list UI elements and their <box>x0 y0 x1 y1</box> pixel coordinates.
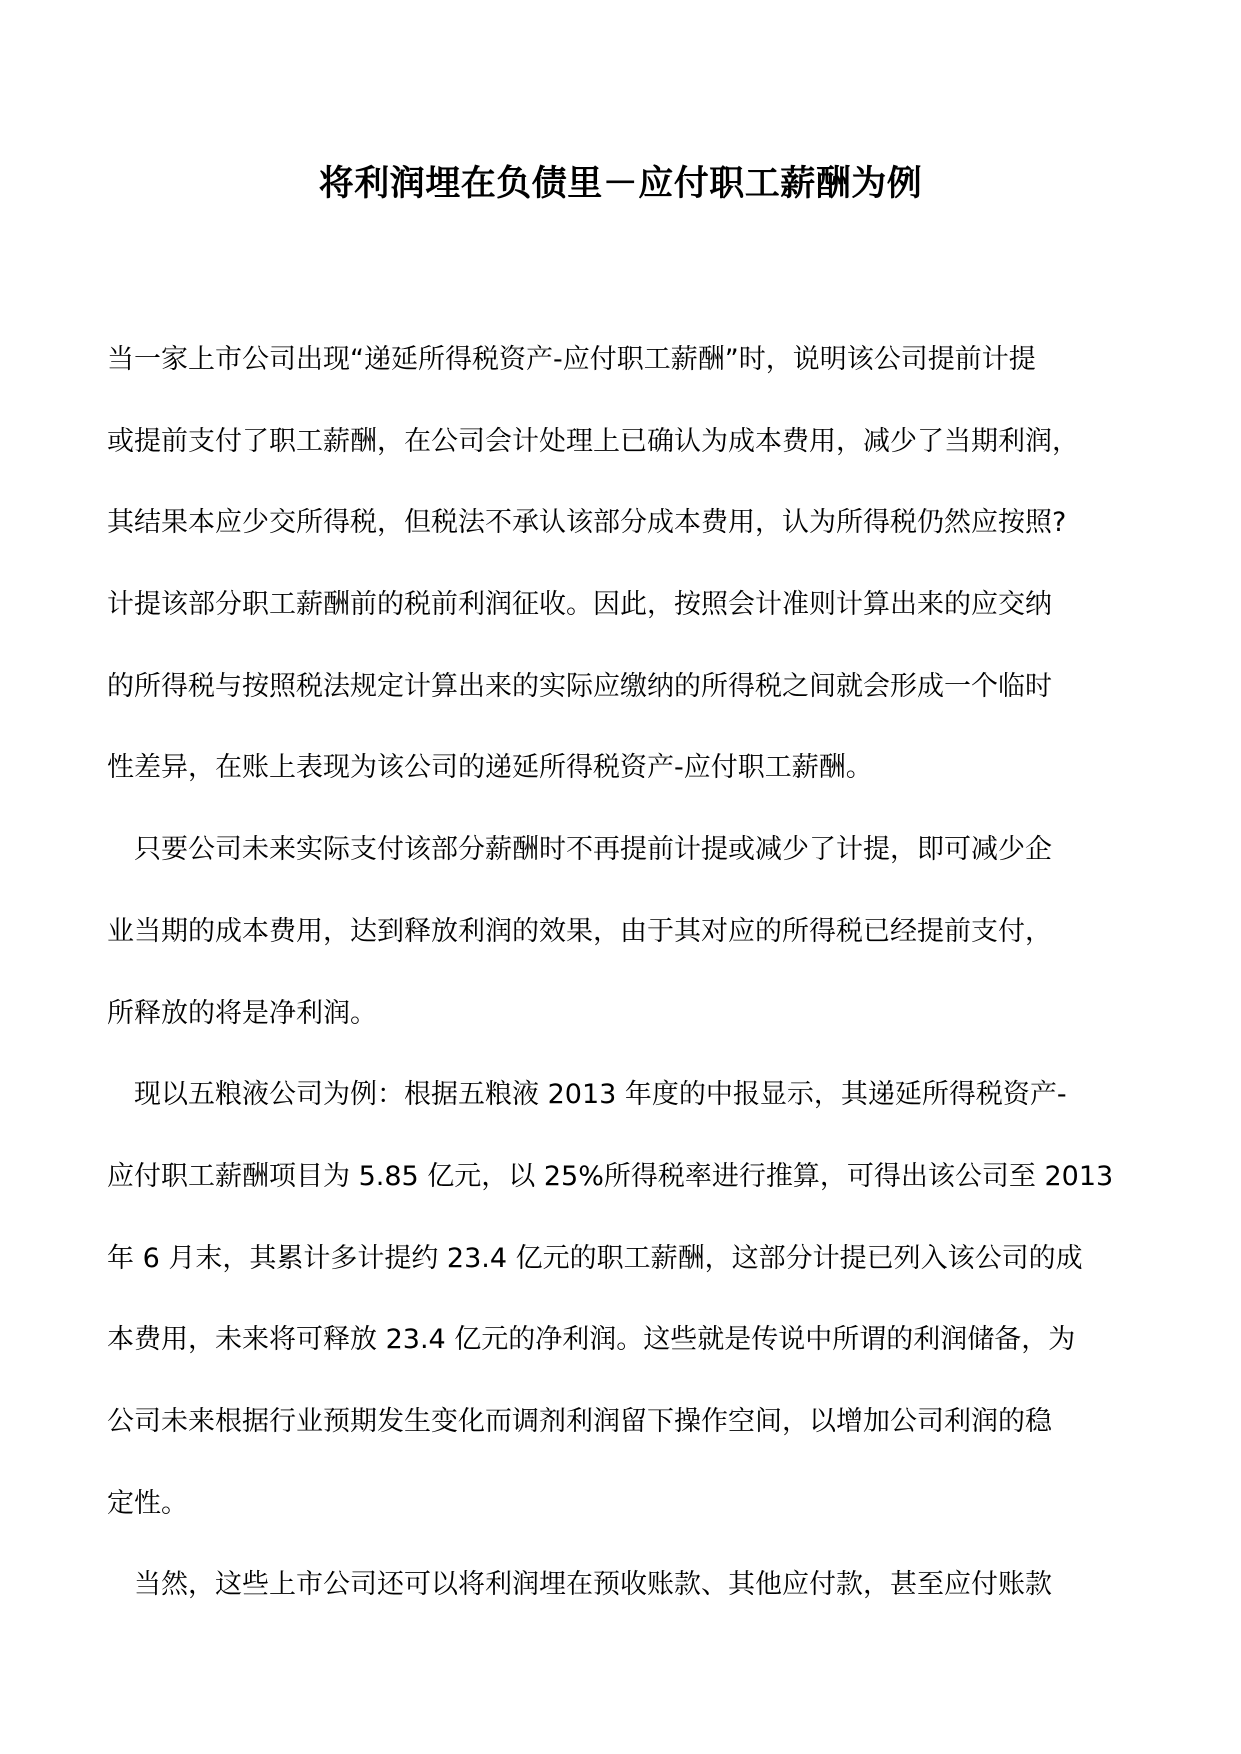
document-title: 将利润埋在负债里－应付职工薪酬为例 <box>318 164 923 204</box>
paragraph-2-line-3: 所释放的将是净利润。 <box>107 997 377 1029</box>
paragraph-3-line-2: 应付职工薪酬项目为 5.85 亿元，以 25%所得税率进行推算，可得出该公司至 2013 <box>107 1160 1114 1192</box>
paragraph-3-line-3: 年 6 月末，其累计多计提约 23.4 亿元的职工薪酬，这部分计提已列入该公司的成 <box>107 1242 1083 1274</box>
paragraph-1-line-5: 的所得税与按照税法规定计算出来的实际应缴纳的所得税之间就会形成一个临时 <box>107 670 1052 702</box>
paragraph-3-line-1: 现以五粮液公司为例：根据五粮液 2013 年度的中报显示，其递延所得税资产- <box>134 1079 1067 1111</box>
document-body <box>107 340 1135 1647</box>
paragraph-3-line-5: 公司未来根据行业预期发生变化而调剂利润留下操作空间，以增加公司利润的稳 <box>107 1405 1052 1437</box>
paragraph-1-line-1: 当一家上市公司出现“递延所得税资产-应付职工薪酬”时，说明该公司提前计提 <box>107 344 1036 375</box>
paragraph-3-line-4: 本费用，未来将可释放 23.4 亿元的净利润。这些就是传说中所谓的利润储备，为 <box>107 1324 1076 1356</box>
paragraph-1-line-3: 其结果本应少交所得税，但税法不承认该部分成本费用，认为所得税仍然应按照? <box>107 507 1067 539</box>
paragraph-2-line-1: 只要公司未来实际支付该部分薪酬时不再提前计提或减少了计提，即可减少企 <box>134 834 1052 866</box>
paragraph-1-line-2: 或提前支付了职工薪酬，在公司会计处理上已确认为成本费用，减少了当期利润， <box>107 425 1079 457</box>
paragraph-1-line-6: 性差异，在账上表现为该公司的递延所得税资产-应付职工薪酬。 <box>107 752 873 784</box>
paragraph-2-line-2: 业当期的成本费用，达到释放利润的效果，由于其对应的所得税已经提前支付， <box>107 915 1052 947</box>
paragraph-1-line-4: 计提该部分职工薪酬前的税前利润征收。因此，按照会计准则计算出来的应交纳 <box>107 589 1052 621</box>
paragraph-4-line-1: 当然，这些上市公司还可以将利润埋在预收账款、其他应付款，甚至应付账款 <box>134 1569 1052 1601</box>
paragraph-3-line-6: 定性。 <box>107 1487 188 1519</box>
